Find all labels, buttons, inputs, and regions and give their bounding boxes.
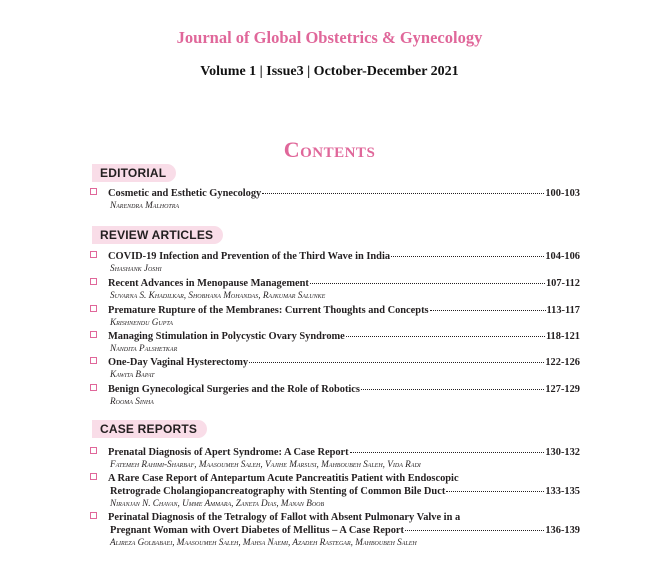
section-label: CASE REPORTS (92, 420, 207, 438)
section-label: EDITORIAL (92, 164, 176, 182)
dot-leader (249, 361, 544, 363)
toc-entry[interactable] (92, 511, 580, 548)
dot-leader (405, 529, 544, 531)
toc-entry[interactable] (92, 330, 580, 354)
dot-leader (310, 282, 545, 284)
checkbox-bullet-icon (90, 512, 97, 519)
entry-title-line-1[interactable]: Perinatal Diagnosis of the Tetralogy of Fallot with Absent Pulmonary Valve in a (108, 512, 461, 523)
checkbox-bullet-icon (90, 384, 97, 391)
toc-entry[interactable] (92, 472, 580, 509)
section-editorial (92, 164, 659, 182)
checkbox-bullet-icon (90, 447, 97, 454)
checkbox-bullet-icon (90, 357, 97, 364)
toc-entry[interactable] (92, 356, 580, 380)
dot-leader (391, 255, 544, 257)
section-label: REVIEW ARTICLES (92, 226, 223, 244)
entry-authors: Fatemeh Rahimi-Sharbaf, Maasoumeh Saleh, Vajihe Marsusi, Mahboubeh Saleh, Vida Radi (110, 459, 421, 469)
journal-title: Journal of Global Obstetrics & Gynecology (176, 28, 483, 47)
entry-title-line-2[interactable]: Pregnant Woman with Overt Diabetes of Mellitus – A Case Report (110, 525, 404, 536)
entry-authors: Suvarna S. Khadilkar, Shobhana Mohandas, Rajkumar Salunke (110, 290, 326, 300)
dot-leader (361, 388, 544, 390)
dot-leader (346, 335, 545, 337)
entry-pages: 118-121 (545, 331, 580, 342)
entry-pages: 136-139 (545, 525, 580, 536)
entry-title[interactable]: Cosmetic and Esthetic Gynecology (108, 188, 262, 199)
entry-authors: Alireza Golbabaei, Maasoumeh Saleh, Mahsa Naemi, Azadeh Rastegar, Mahboubeh Saleh (110, 537, 417, 547)
entry-pages: 104-106 (545, 251, 580, 262)
section-review-articles (92, 226, 659, 244)
checkbox-bullet-icon (90, 278, 97, 285)
entry-title[interactable]: Recent Advances in Menopause Management (108, 278, 309, 289)
entry-authors: Shashank Joshi (110, 263, 162, 273)
checkbox-bullet-icon (90, 188, 97, 195)
entry-pages: 107-112 (545, 278, 580, 289)
toc-entry[interactable] (92, 446, 580, 470)
checkbox-bullet-icon (90, 473, 97, 480)
entry-pages: 127-129 (545, 384, 580, 395)
issue-line: Volume 1 | Issue3 | October-December 2021 (200, 64, 459, 79)
entry-authors: Rooma Sinha (110, 396, 154, 406)
toc-entry[interactable] (92, 277, 580, 301)
entry-title[interactable]: Premature Rupture of the Membranes: Current Thoughts and Concepts (108, 305, 429, 316)
entry-title-line-2[interactable]: Retrograde Cholangiopancreatography with Stenting of Common Bile Duct (110, 486, 446, 497)
dot-leader (430, 309, 546, 311)
dot-leader (262, 192, 544, 194)
toc-entry[interactable] (92, 304, 580, 328)
toc-entry[interactable] (92, 383, 580, 407)
entry-pages: 133-135 (545, 486, 580, 497)
toc-entry[interactable] (92, 187, 580, 211)
entry-pages: 122-126 (545, 357, 580, 368)
entry-title[interactable]: Prenatal Diagnosis of Apert Syndrome: A Case Report (108, 447, 349, 458)
entry-authors: Kawita Bapat (110, 369, 155, 379)
checkbox-bullet-icon (90, 331, 97, 338)
section-case-reports (92, 420, 659, 438)
entry-title[interactable]: COVID-19 Infection and Prevention of the Third Wave in India (108, 251, 391, 262)
entry-title-line-1[interactable]: A Rare Case Report of Antepartum Acute Pancreatitis Patient with Endoscopic (108, 473, 459, 484)
entry-pages: 130-132 (545, 447, 580, 458)
contents-heading: Contents (283, 137, 376, 162)
dot-leader (446, 490, 544, 492)
entry-pages: 113-117 (546, 305, 580, 316)
entry-title[interactable]: Managing Stimulation in Polycystic Ovary Syndrome (108, 331, 345, 342)
dot-leader (350, 451, 545, 453)
checkbox-bullet-icon (90, 251, 97, 258)
entry-title[interactable]: One-Day Vaginal Hysterectomy (108, 357, 249, 368)
entry-authors: Nandita Palshetkar (110, 343, 178, 353)
toc-entry[interactable] (92, 250, 580, 274)
entry-authors: Narendra Malhotra (110, 200, 180, 210)
entry-authors: Krishnendu Gupta (110, 317, 173, 327)
entry-title[interactable]: Benign Gynecological Surgeries and the Role of Robotics (108, 384, 360, 395)
entry-authors: Niranjan N. Chavan, Umme Ammara, Zaneta Dias, Manan Boob (110, 498, 325, 508)
entry-pages: 100-103 (545, 188, 580, 199)
checkbox-bullet-icon (90, 305, 97, 312)
